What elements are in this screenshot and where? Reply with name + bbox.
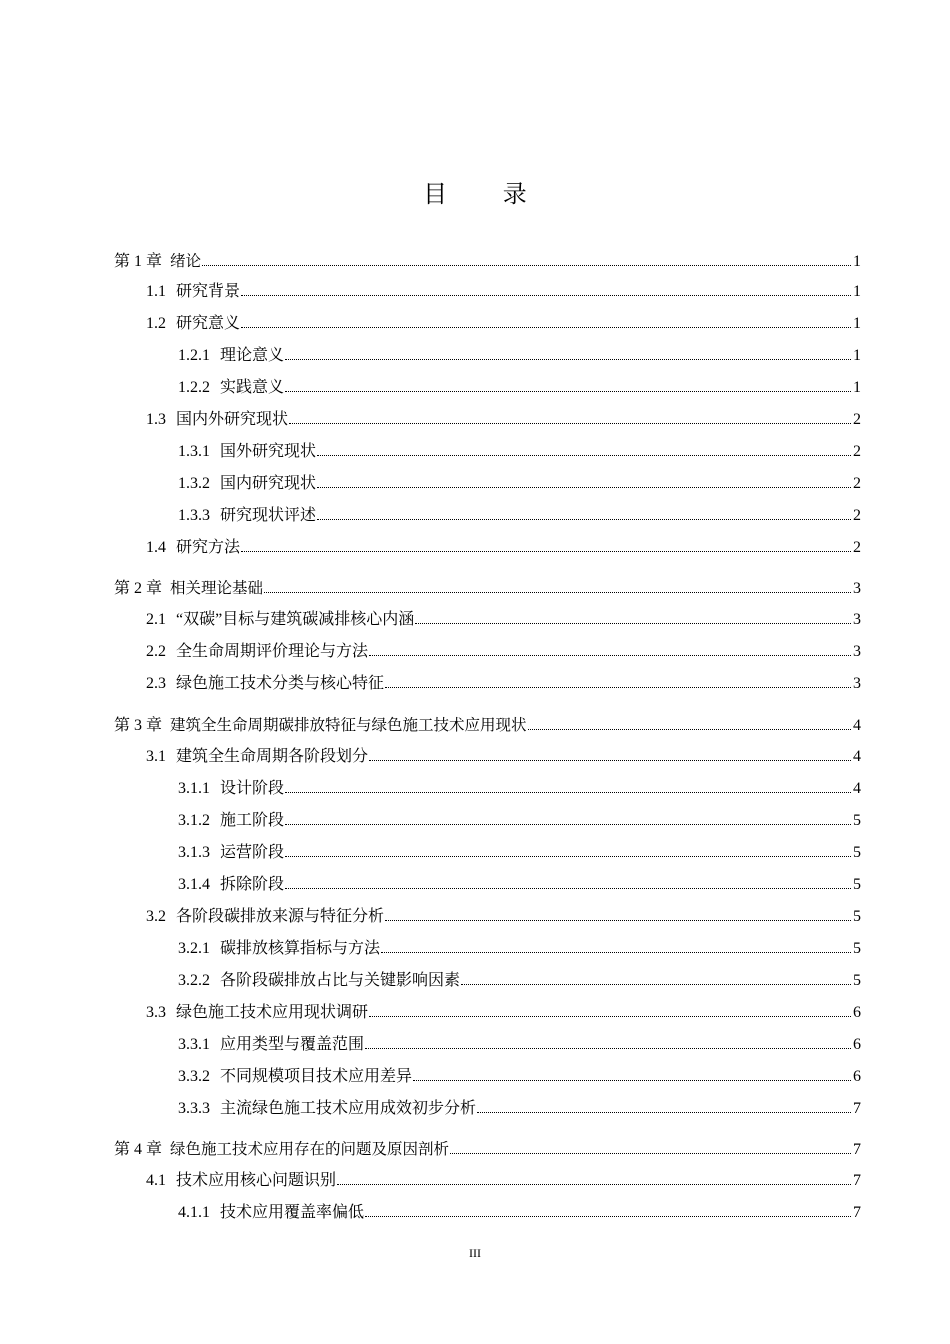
toc-entry-page: 1 xyxy=(853,315,861,332)
toc-entry-label: 实践意义 xyxy=(220,379,285,396)
toc-dot-leader xyxy=(264,592,851,593)
toc-entry-page: 5 xyxy=(853,876,861,893)
toc-dot-leader xyxy=(461,984,851,985)
toc-entry[interactable] xyxy=(146,1002,861,1024)
toc-entry-number: 第 3 章 xyxy=(114,717,163,734)
toc-dot-leader xyxy=(317,519,851,520)
toc-entry-number: 3.2.2 xyxy=(178,972,210,989)
toc-entry-number: 1.2.1 xyxy=(178,347,210,364)
toc-entry-label: 施工阶段 xyxy=(220,812,285,829)
toc-entry-number: 3.2.1 xyxy=(178,940,210,957)
toc-entry[interactable] xyxy=(146,906,861,928)
toc-entry[interactable] xyxy=(114,250,861,273)
toc-entry-page: 7 xyxy=(853,1141,861,1158)
toc-entry-page: 6 xyxy=(853,1036,861,1053)
toc-entry[interactable] xyxy=(178,377,861,399)
toc-entry-label: 全生命周期评价理论与方法 xyxy=(176,643,369,660)
toc-entry-label: 各阶段碳排放占比与关键影响因素 xyxy=(220,972,461,989)
toc-entry-page: 4 xyxy=(853,780,861,797)
toc-entry-label: 研究意义 xyxy=(176,315,241,332)
toc-entry-number: 3.3.3 xyxy=(178,1100,210,1117)
toc-entry-number: 1.3.1 xyxy=(178,443,210,460)
toc-entry-number: 3.1.2 xyxy=(178,812,210,829)
toc-entry-page: 3 xyxy=(853,611,861,628)
toc-entry-number: 3.2 xyxy=(146,908,166,925)
toc-entry-number: 1.3.3 xyxy=(178,507,210,524)
toc-entry-label: 绿色施工技术应用存在的问题及原因剖析 xyxy=(170,1140,450,1158)
toc-entry-label: 相关理论基础 xyxy=(170,579,264,597)
toc-dot-leader xyxy=(369,1016,851,1017)
toc-entry-page: 4 xyxy=(853,748,861,765)
toc-entry-page: 7 xyxy=(853,1204,861,1221)
toc-entry-number: 1.4 xyxy=(146,539,166,556)
toc-entry[interactable] xyxy=(178,874,861,896)
toc-entry-page: 1 xyxy=(853,347,861,364)
toc-entry[interactable] xyxy=(146,1170,861,1192)
toc-entry-page: 1 xyxy=(853,379,861,396)
toc-entry-number: 2.2 xyxy=(146,643,166,660)
toc-dot-leader xyxy=(413,1080,851,1081)
toc-entry-label: 绿色施工技术分类与核心特征 xyxy=(176,675,385,692)
toc-entry-number: 第 1 章 xyxy=(114,253,163,270)
toc-dot-leader xyxy=(317,455,851,456)
toc-entry-number: 第 2 章 xyxy=(114,580,163,597)
toc-entry-label: 主流绿色施工技术应用成效初步分析 xyxy=(220,1100,477,1117)
toc-entry-label: 拆除阶段 xyxy=(220,876,285,893)
toc-entry-page: 2 xyxy=(853,539,861,556)
toc-entry-label: 各阶段碳排放来源与特征分析 xyxy=(176,908,385,925)
toc-entry-page: 3 xyxy=(853,580,861,597)
toc-entry-page: 1 xyxy=(853,283,861,300)
toc-dot-leader xyxy=(241,295,851,296)
toc-title: 目 录 xyxy=(423,180,551,208)
toc-dot-leader xyxy=(285,391,851,392)
toc-entry[interactable] xyxy=(114,1138,861,1161)
toc-dot-leader xyxy=(289,423,851,424)
toc-entry-number: 4.1 xyxy=(146,1172,166,1189)
toc-entry[interactable] xyxy=(178,778,861,800)
toc-entry[interactable] xyxy=(146,537,861,559)
toc-entry[interactable] xyxy=(146,281,861,303)
toc-entry-number: 3.1 xyxy=(146,748,166,765)
toc-entry-page: 2 xyxy=(853,475,861,492)
toc-entry-page: 3 xyxy=(853,643,861,660)
toc-entry-number: 3.3.2 xyxy=(178,1068,210,1085)
toc-entry-page: 1 xyxy=(853,253,861,270)
toc-dot-leader xyxy=(241,551,851,552)
toc-entry[interactable] xyxy=(114,714,861,737)
toc-entry-number: 第 4 章 xyxy=(114,1141,163,1158)
toc-entry-page: 5 xyxy=(853,972,861,989)
toc-entry-label: 理论意义 xyxy=(220,347,285,364)
toc-entry-page: 5 xyxy=(853,908,861,925)
toc-entry-number: 1.2.2 xyxy=(178,379,210,396)
toc-entry-label: 绿色施工技术应用现状调研 xyxy=(176,1004,369,1021)
toc-entry-label: 国内外研究现状 xyxy=(176,411,289,428)
toc-dot-leader xyxy=(202,265,851,266)
toc-entry-label: 技术应用核心问题识别 xyxy=(176,1172,337,1189)
toc-entry[interactable] xyxy=(146,409,861,431)
toc-dot-leader xyxy=(285,856,851,857)
toc-entry-label: 设计阶段 xyxy=(220,780,285,797)
toc-entry-label: 研究背景 xyxy=(176,283,241,300)
toc-entry[interactable] xyxy=(178,1098,861,1120)
toc-dot-leader xyxy=(369,655,851,656)
toc-dot-leader xyxy=(415,623,851,624)
toc-entry-number: 3.3.1 xyxy=(178,1036,210,1053)
toc-entry-label: 建筑全生命周期碳排放特征与绿色施工技术应用现状 xyxy=(170,716,527,734)
toc-entry-label: 国外研究现状 xyxy=(220,443,317,460)
toc-entry[interactable] xyxy=(178,970,861,992)
toc-entry-number: 1.3 xyxy=(146,411,166,428)
toc-entry[interactable] xyxy=(146,641,861,663)
toc-entry[interactable] xyxy=(178,473,861,495)
page-number: III xyxy=(469,1246,481,1260)
toc-entry-page: 3 xyxy=(853,675,861,692)
toc-entry-page: 7 xyxy=(853,1100,861,1117)
toc-entry-page: 4 xyxy=(853,717,861,734)
toc-dot-leader xyxy=(285,359,851,360)
toc-entry-number: 1.3.2 xyxy=(178,475,210,492)
toc-entry[interactable] xyxy=(178,810,861,832)
toc-entry-page: 6 xyxy=(853,1068,861,1085)
toc-entry-number: 1.1 xyxy=(146,283,166,300)
toc-entry-number: 4.1.1 xyxy=(178,1204,210,1221)
toc-dot-leader xyxy=(385,920,851,921)
toc-dot-leader xyxy=(317,487,851,488)
toc-dot-leader xyxy=(369,760,851,761)
toc-entry-label: “双碳”目标与建筑碳减排核心内涵 xyxy=(176,611,415,628)
toc-entry[interactable] xyxy=(178,1066,861,1088)
toc-dot-leader xyxy=(477,1112,851,1113)
toc-entry-number: 3.1.4 xyxy=(178,876,210,893)
toc-entry[interactable] xyxy=(178,505,861,527)
toc-entry-number: 3.1.3 xyxy=(178,844,210,861)
toc-entry[interactable] xyxy=(114,577,861,600)
toc-dot-leader xyxy=(365,1216,851,1217)
toc-entry-label: 碳排放核算指标与方法 xyxy=(220,940,381,957)
toc-entry-number: 1.2 xyxy=(146,315,166,332)
toc-dot-leader xyxy=(528,729,851,730)
toc-entry-label: 研究方法 xyxy=(176,539,241,556)
toc-entry[interactable] xyxy=(178,1202,861,1224)
toc-dot-leader xyxy=(381,952,851,953)
toc-entry-label: 绪论 xyxy=(170,252,202,270)
toc-dot-leader xyxy=(450,1153,851,1154)
toc-dot-leader xyxy=(365,1048,851,1049)
toc-entry[interactable] xyxy=(178,1034,861,1056)
toc-entry-page: 2 xyxy=(853,443,861,460)
toc-entry-label: 不同规模项目技术应用差异 xyxy=(220,1068,413,1085)
toc-entry-label: 建筑全生命周期各阶段划分 xyxy=(176,748,369,765)
toc-entry-label: 技术应用覆盖率偏低 xyxy=(220,1204,365,1221)
toc-entry-page: 5 xyxy=(853,844,861,861)
toc-dot-leader xyxy=(285,824,851,825)
toc-entry-label: 国内研究现状 xyxy=(220,475,317,492)
toc-entry-label: 应用类型与覆盖范围 xyxy=(220,1036,365,1053)
toc-entry[interactable] xyxy=(178,842,861,864)
toc-entry-label: 研究现状评述 xyxy=(220,507,317,524)
toc-entry-page: 2 xyxy=(853,507,861,524)
toc-entry[interactable] xyxy=(146,609,861,631)
toc-entry[interactable] xyxy=(178,441,861,463)
toc-entry[interactable] xyxy=(146,313,861,335)
toc-entry-number: 3.3 xyxy=(146,1004,166,1021)
toc-entry-page: 6 xyxy=(853,1004,861,1021)
toc-entry[interactable] xyxy=(178,345,861,367)
toc-entry-page: 2 xyxy=(853,411,861,428)
toc-entry[interactable] xyxy=(146,746,861,768)
toc-entry-label: 运营阶段 xyxy=(220,844,285,861)
toc-entry-page: 5 xyxy=(853,812,861,829)
toc-dot-leader xyxy=(285,792,851,793)
toc-dot-leader xyxy=(241,327,851,328)
toc-entry[interactable] xyxy=(146,673,861,695)
toc-entry-number: 2.1 xyxy=(146,611,166,628)
toc-dot-leader xyxy=(337,1184,851,1185)
toc-entry-page: 7 xyxy=(853,1172,861,1189)
toc-dot-leader xyxy=(285,888,851,889)
toc-entry-page: 5 xyxy=(853,940,861,957)
toc-entry-number: 3.1.1 xyxy=(178,780,210,797)
toc-entry-number: 2.3 xyxy=(146,675,166,692)
toc-entry[interactable] xyxy=(178,938,861,960)
toc-dot-leader xyxy=(385,687,851,688)
